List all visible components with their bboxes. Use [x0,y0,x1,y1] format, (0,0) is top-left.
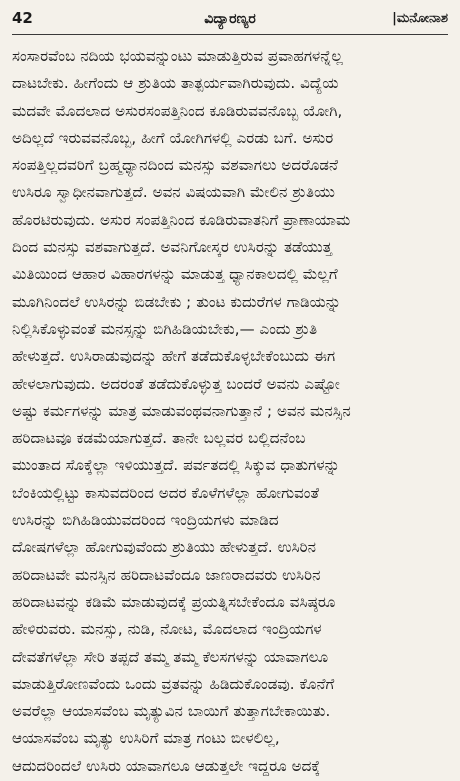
text-line: ಹರಿದಾಟವೇ ಮನಸ್ಸಿನ ಹರಿದಾಟವೆಂದೂ ಜಾಣರಾದವರು ಉಸಿರಿನ [12,565,321,584]
text-line: ಹೊರಟಿರುವುದು. ಅಸುರ ಸಂಪತ್ತಿನಿಂದ ಕೂಡಿರುವಾತನಿಗೆ ಪ್ರಾಣಾಯಾಮ [12,210,351,229]
text-line: ಮದವೇ ಮೊದಲಾದ ಅಸುರಸಂಪತ್ತಿನಿಂದ ಕೂಡಿರುವವನೊಬ್ಬ ಯೋಗಿ, [12,101,343,120]
text-line: ಸಂಪತ್ತಿಲ್ಲದವರಿಗೆ ಬ್ರಹ್ಮಧ್ಯಾನದಿಂದ ಮನಸ್ಸು ವಶವಾಗಲು ಅದರೊಡನೆ [12,156,339,175]
page-header [12,8,448,35]
page-number: 42 [12,9,33,27]
body-text [12,43,448,780]
text-line: ದಿಂದ ಮನಸ್ಸು ವಶವಾಗುತ್ತದೆ. ಅವನಿಗೋಸ್ಕರ ಉಸಿರನ್ನು ತಡೆಯುತ್ತ [12,238,333,257]
text-line: ಬೆಂಕಿಯಲ್ಲಿಟ್ಟು ಕಾಸುವದರಿಂದ ಅದರ ಕೊಳೆಗಳೆಲ್ಲಾ ಹೋಗುವಂತೆ [12,483,320,502]
text-line: ಅವರೆಲ್ಲಾ ಆಯಾಸವೆಂಬ ಮೃತ್ಯುವಿನ ಬಾಯಿಗೆ ತುತ್ತಾಗಬೇಕಾಯಿತು. [12,702,331,721]
text-line: ಆದುದರಿಂದಲೆ ಉಸಿರು ಯಾವಾಗಲೂ ಆಡುತ್ತಲೇ ಇದ್ದರೂ ಅದಕ್ಕೆ [12,756,321,775]
text-line: ಹೇಳುತ್ತದೆ. ಉಸಿರಾಡುವುದನ್ನು ಹೇಗೆ ತಡೆದುಕೊಳ್ಳಬೇಕೆಂಬುದು ಈಗ [12,347,336,366]
text-line: ಉಸಿರನ್ನು ಬಿಗಿಹಿಡಿಯುವದರಿಂದ ಇಂದ್ರಿಯಗಳು ಮಾಡಿದ [12,511,279,530]
text-line: ಮಿತಿಯಿಂದ ಆಹಾರ ವಿಹಾರಗಳನ್ನು ಮಾಡುತ್ತ ಧ್ಯಾನಕಾಲದಲ್ಲಿ ಮೆಲ್ಲಗೆ [12,265,338,284]
text-line: ದೇವತೆಗಳೆಲ್ಲಾ ಸೇರಿ ತಪ್ಪದೆ ತಮ್ಮ ತಮ್ಮ ಕೆಲಸಗಳನ್ನು ಯಾವಾಗಲೂ [12,647,329,666]
text-line: ಹೇಳಿರುವರು. ಮನಸ್ಸು, ನುಡಿ, ನೋಟ, ಮೊದಲಾದ ಇಂದ್ರಿಯಗಳ [12,620,322,639]
text-line: ಆಯಾಸವೆಂಬ ಮೃತ್ಯು ಉಸಿರಿಗೆ ಮಾತ್ರ ಗಂಟು ಬೀಳಲಿಲ್ಲ, [12,729,280,748]
text-line: ದಾಟಬೇಕು. ಹೀಗೆಂದು ಆ ಶ್ರುತಿಯ ತಾತ್ಪರ್ಯವಾಗಿರುವುದು. ವಿದ್ಯೆಯ [12,74,339,93]
text-line: ಹೇಳಲಾಗುವುದು. ಅದರಂತೆ ತಡೆದುಕೊಳ್ಳುತ್ತ ಬಂದರೆ ಅವನು ಎಷ್ಟೋ [12,374,340,393]
text-line: ಮುಂತಾದ ಸೊಕ್ಕೆಲ್ಲಾ ಇಳಿಯುತ್ತದೆ. ಪರ್ವತದಲ್ಲಿ ಸಿಕ್ಕುವ ಧಾತುಗಳನ್ನು [12,456,340,475]
text-line: ಸಂಸಾರವೆಂಬ ನದಿಯ ಭಯವನ್ನುಂಟು ಮಾಡುತ್ತಿರುವ ಪ್ರವಾಹಗಳನ್ನೆಲ್ಲ [12,47,343,65]
text-line: ಅದಿಲ್ಲದೆ ಇರುವವನೊಬ್ಬ, ಹೀಗೆ ಯೋಗಿಗಳಲ್ಲಿ ಎರಡು ಬಗೆ. ಅಸುರ [12,128,334,147]
running-title: ವಿದ್ಯಾರಣ್ಯರ [204,11,256,27]
text-line: ಮೂಗಿನಿಂದಲೆ ಉಸಿರನ್ನು ಬಿಡಬೇಕು ; ತುಂಟ ಕುದುರೆಗಳ ಗಾಡಿಯನ್ನು [12,292,342,311]
text-line: ನಿಲ್ಲಿಸಿಕೊಳ್ಳುವಂತೆ ಮನಸ್ಸನ್ನು ಬಿಗಿಹಿಡಿಯಬೇಕು,— ಎಂದು ಶ್ರುತಿ [12,319,318,338]
text-line: ಹರಿದಾಟವನ್ನು ಕಡಿಮೆ ಮಾಡುವುದಕ್ಕೆ ಪ್ರಯತ್ನಿಸಬೇಕೆಂದೂ ವಸಿಷ್ಠರೂ [12,592,336,611]
chapter-title: |ಮನೋನಾಶ [392,11,448,26]
text-line: ದೋಷಗಳೆಲ್ಲಾ ಹೋಗುವುವೆಂದು ಶ್ರುತಿಯು ಹೇಳುತ್ತದೆ. ಉಸಿರಿನ [12,538,317,557]
text-line: ಹರಿದಾಟವೂ ಕಡಮೆಯಾಗುತ್ತದೆ. ತಾನೇ ಬಲ್ಲವರ ಬಲ್ಲಿದನೆಂಬ [12,429,306,448]
text-line: ಉಸಿರೂ ಸ್ವಾಧೀನವಾಗುತ್ತದೆ. ಅವನ ವಿಷಯವಾಗಿ ಮೇಲಿನ ಶ್ರುತಿಯು [12,183,336,202]
text-line: ಮಾಡುತ್ತಿರೋಣವೆಂದು ಒಂದು ವ್ರತವನ್ನು ಹಿಡಿದುಕೊಂಡವು. ಕೊನೆಗೆ [12,674,335,693]
text-line: ಅಷ್ಟು ಕರ್ಮಗಳನ್ನು ಮಾತ್ರ ಮಾಡುವಂಥವನಾಗುತ್ತಾನೆ ; ಅವನ ಮನಸ್ಸಿನ [12,401,351,420]
